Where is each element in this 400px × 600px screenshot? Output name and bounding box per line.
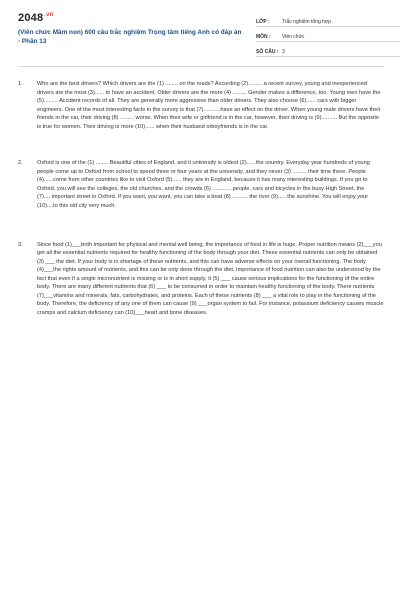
question-text: Since food (1)___both important for physical and mental well being, the importance of food in life is huge. Proper nutrition means (2)___you get all the essential nutrients required for healthy functioning of the body through your diet. These essential nutrients can only be obtained (3) ___ the diet. If your body is in shortage of these nutrients, and this can have adverse effects on your overall functioning. The body (4)___the rights amount of nutrients, and this can be only done through the diet. Importance of food nutrition can also be understood by the fact that even if a single micronutrient is missing or is in short supply, it (5) ___ cause serious implications for the functioning of the entire body. There are many different nutrients that (6) ___ to be consumed in order to maintain healthy functioning of the body. There nutrients (7)___vitamins and minerals, fats, carbohydrates, and proteins. Each of these nutrients (8) ___ a vital role to play in the functioning of the body. Therefore, the deficiency of any one of them can cause (9) ___organ system to fail. For instance, potassium deficiency causes muscle cramps and calcium deficiency can (10)___heart and bone diseases. [37, 241, 384, 316]
subject-label: MÔN : [256, 34, 271, 40]
question-list [18, 80, 384, 317]
question-number: 1. [18, 81, 23, 87]
logo-suffix: .vn [44, 12, 54, 19]
logo-number: 2048 [18, 12, 44, 24]
meta-row-class [256, 14, 400, 27]
subject-value: Viên chức [282, 34, 305, 40]
question-1 [18, 80, 384, 131]
page-header [18, 12, 384, 62]
class-value: Trắc nghiệm tổng hợp [282, 19, 331, 25]
question-2 [18, 159, 384, 210]
class-label: LỚP : [256, 19, 270, 25]
question-3 [18, 241, 384, 318]
site-logo[interactable] [18, 12, 54, 24]
header-divider [18, 66, 384, 67]
question-number: 3. [18, 241, 23, 248]
meta-row-count [256, 44, 400, 57]
meta-info [256, 14, 400, 59]
question-text: Who are the best drivers? Which drivers are the (1) ........ on the roads? According (2)......... a recent survey, young and inexperienced drivers are the most (3)...... to have an accident. Older drivers are the more (4) ......... Gender makes a difference, too. Young men have the (5)......... Accident records of all. They are generally more aggressive than older drivers. They also choose (6)...... cars with bigger engineers. One of the most interesting facts in the survey is that (7)...........have an effect on the driver. When young male drivers have their friends in the car, their driving (8) ......... worse. When their wife or girlfriend is in the car, however, their driving is (9).......... But the opposite is true for women. Their driving is more (10)...... when their husband orboyfriends is in the car. [37, 81, 381, 130]
question-text: Oxford is one of the (1) ........ Beautiful cities of England, and it university is oldest (2)......the country. Everyday year hundreds of young people come up to Oxford from school to spend three or four years at the university, and they never (3) ......... their time there. People (4)......come from other countries like to visit Oxford (5)...... they are in England, because it has many interesting buildings. If you go to Oxford, you will see the colleges, the old churches, and the crowds (6) ............ people, cars and bicycles in the busy High Street, the (7).....important street in Oxford. If you want, you want, you can take a boat (8) .......... the river (9)......the sunshine. You will enjoy your (10)....to this old city very much. [37, 160, 370, 210]
question-number: 2. [18, 160, 23, 167]
document-title: (Viên chức Mầm non) 600 câu trắc nghiệm Trọng tâm tiếng Anh có đáp án - Phần 13 [18, 29, 242, 45]
count-label: SỐ CÂU : [256, 49, 279, 55]
meta-row-subject [256, 29, 400, 42]
count-value: 3 [282, 49, 285, 55]
